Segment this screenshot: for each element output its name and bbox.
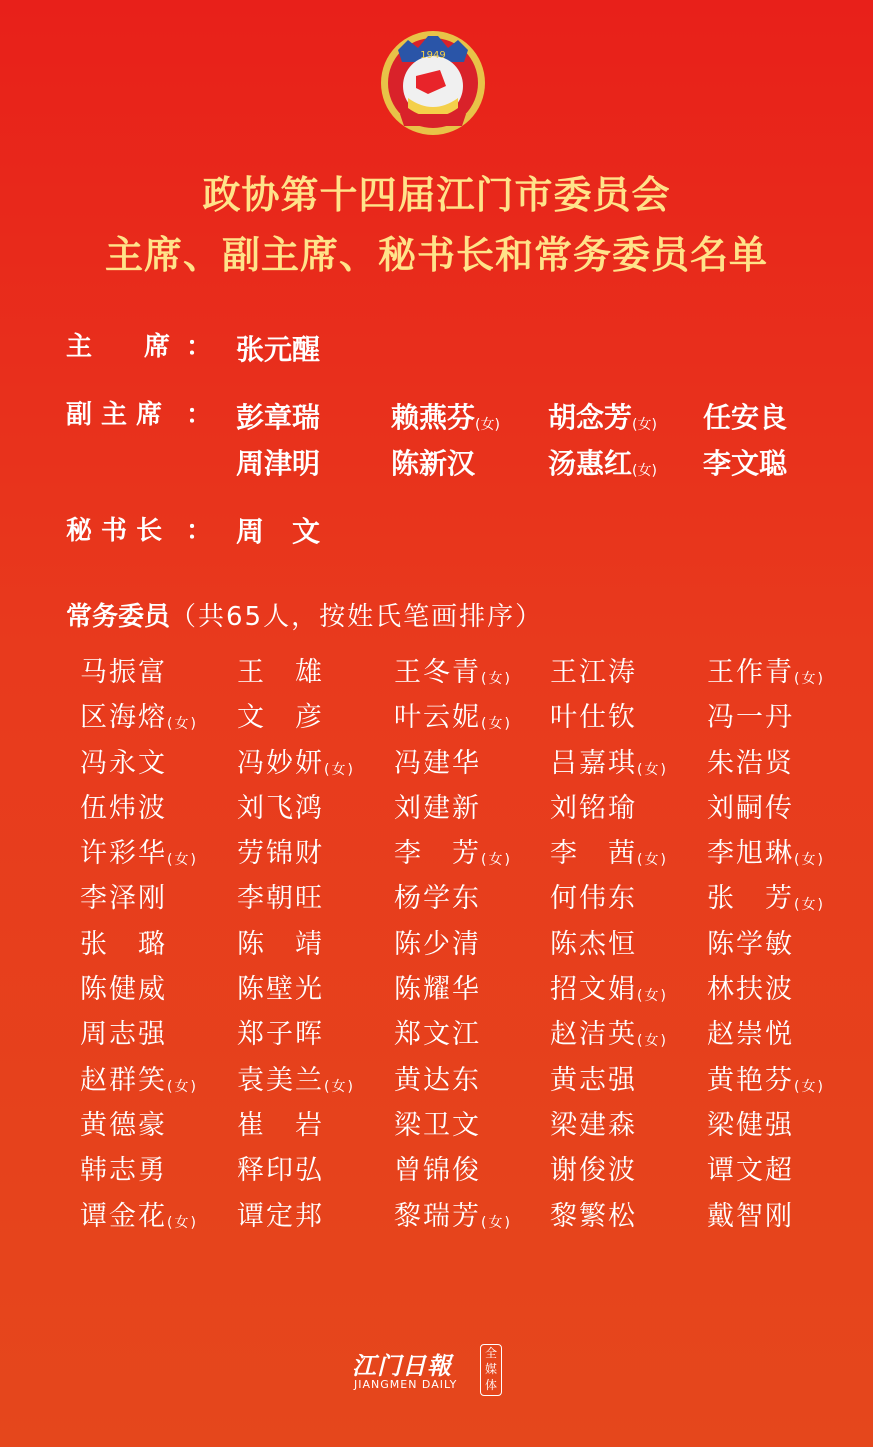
person-name [707, 922, 794, 961]
list-row [80, 786, 860, 831]
person-name-text: 郑子晖 [237, 1019, 324, 1051]
person-name-text: 冯一丹 [707, 702, 794, 734]
person-name-text: 招文娟 [550, 974, 637, 1006]
person-name-text: 郑文江 [394, 1019, 481, 1051]
female-mark: (女) [632, 417, 657, 433]
person-name-text: 黎瑞芳 [394, 1200, 481, 1232]
person-name-text: 赵群笑 [80, 1064, 167, 1096]
person-name-text: 崔 岩 [237, 1109, 324, 1141]
list-row [80, 967, 860, 1012]
person-name [394, 967, 481, 1006]
person-name-text: 黄德豪 [80, 1109, 167, 1141]
person-name-text: 马振富 [80, 657, 167, 688]
standing-committee-heading [66, 596, 543, 633]
cppcc-emblem-icon [378, 28, 488, 138]
person-name [707, 786, 794, 825]
person-name [703, 442, 787, 482]
person-name-text: 许彩华 [80, 838, 167, 870]
person-name-text: 周津明 [236, 447, 321, 480]
person-name-text: 李文聪 [703, 447, 788, 480]
footer-brand-en: JIANGMEN DAILY [354, 1378, 458, 1391]
female-mark: (女) [794, 671, 825, 687]
chairman-label: 主 席 [66, 332, 171, 362]
female-mark: (女) [632, 463, 657, 479]
person-name-text: 冯永文 [80, 747, 167, 779]
person-name [394, 741, 481, 780]
person-name-text: 陈耀华 [394, 974, 481, 1006]
person-name-text: 黄志强 [550, 1064, 637, 1096]
list-row [80, 741, 860, 786]
person-name-text: 陈杰恒 [550, 928, 637, 960]
person-name-text: 梁卫文 [394, 1109, 481, 1141]
female-mark: (女) [481, 716, 512, 733]
person-name [707, 967, 794, 1006]
person-name [394, 1012, 481, 1051]
person-name-text: 陈学敏 [707, 928, 794, 960]
person-name [394, 922, 481, 961]
person-name [707, 1058, 825, 1097]
person-name [237, 1012, 324, 1051]
female-mark: (女) [637, 852, 668, 869]
svg-text:1949: 1949 [420, 50, 446, 61]
person-name-text: 黄艳芬 [707, 1064, 794, 1096]
person-name [394, 1058, 481, 1097]
person-name [237, 967, 324, 1006]
person-name [237, 1103, 324, 1142]
list-row [80, 922, 860, 967]
person-name-text: 胡念芳 [548, 401, 633, 434]
person-name-text: 李泽刚 [80, 883, 167, 915]
person-name-text: 袁美兰 [237, 1064, 324, 1096]
female-mark: (女) [794, 852, 825, 869]
standing-committee-list [80, 650, 860, 1239]
person-name [550, 786, 637, 825]
person-name-text: 冯建华 [394, 747, 481, 779]
person-name [550, 650, 637, 689]
person-name [707, 695, 794, 734]
person-name [237, 922, 324, 961]
person-name [550, 876, 637, 915]
female-mark: (女) [167, 1214, 198, 1231]
footer-tag: 全媒体 [480, 1344, 502, 1396]
person-name [236, 442, 320, 482]
chairman-colon: ： [186, 332, 213, 362]
list-row [80, 1058, 860, 1103]
person-name-text: 黎繁松 [550, 1200, 637, 1232]
person-name-text: 谢俊波 [550, 1155, 637, 1187]
person-name-text: 叶云妮 [394, 702, 481, 734]
person-name-text: 陈壁光 [237, 974, 324, 1006]
person-name-text: 杨学东 [394, 883, 481, 915]
person-name [80, 922, 167, 961]
person-name-text: 黄达东 [394, 1064, 481, 1096]
person-name-text: 王作青 [707, 657, 794, 688]
person-name-text: 李旭琳 [707, 838, 794, 870]
person-name-text: 吕嘉琪 [550, 747, 637, 779]
person-name [80, 1103, 167, 1142]
person-name [237, 876, 324, 915]
female-mark: (女) [475, 417, 500, 433]
person-name-text: 赖燕芬 [391, 401, 476, 434]
person-name-text: 李 芳 [394, 838, 481, 870]
person-name-text: 朱浩贤 [707, 747, 794, 779]
person-name-text: 汤惠红 [548, 447, 633, 480]
person-name [548, 396, 657, 436]
female-mark: (女) [794, 897, 825, 914]
person-name [550, 741, 668, 780]
person-name [237, 831, 324, 870]
person-name-text: 林扶波 [707, 974, 794, 1006]
person-name-text: 彭章瑞 [236, 401, 321, 434]
female-mark: (女) [637, 761, 668, 778]
person-name-text: 王冬青 [394, 657, 481, 688]
person-name-text: 曾锦俊 [394, 1155, 481, 1187]
person-name [80, 876, 167, 915]
person-name-text: 赵崇悦 [707, 1019, 794, 1051]
person-name-text: 释印弘 [237, 1155, 324, 1187]
list-row [80, 831, 860, 876]
person-name [236, 396, 320, 436]
person-name-text: 陈健威 [80, 974, 167, 1006]
person-name [80, 1194, 198, 1233]
person-name [394, 786, 481, 825]
person-name-text: 刘嗣传 [707, 792, 794, 824]
secretary-name: 周 文 [236, 515, 321, 548]
female-mark: (女) [794, 1078, 825, 1095]
female-mark: (女) [481, 852, 512, 869]
person-name-text: 劳锦财 [237, 838, 324, 870]
vice-chairmen-colon: ： [186, 400, 213, 430]
person-name [237, 650, 324, 689]
person-name-text: 任安良 [703, 401, 788, 434]
chairman-name: 张元醒 [236, 333, 321, 366]
person-name [237, 695, 324, 734]
person-name [550, 1012, 668, 1051]
person-name [80, 1058, 198, 1097]
person-name [550, 922, 637, 961]
female-mark: (女) [167, 716, 198, 733]
person-name [80, 650, 167, 689]
person-name-text: 周志强 [80, 1019, 167, 1051]
page-title: 政协第十四届江门市委员会 [202, 172, 671, 217]
person-name [550, 1058, 637, 1097]
person-name [394, 1148, 481, 1187]
person-name [703, 396, 787, 436]
person-name [80, 831, 198, 870]
person-name-text: 张 芳 [707, 883, 794, 915]
person-name-text: 文 彦 [237, 702, 324, 734]
person-name [548, 442, 657, 482]
person-name [80, 967, 167, 1006]
vice-chairmen-label: 副 主 席 [66, 400, 163, 430]
person-name [550, 1148, 637, 1187]
list-row [80, 650, 860, 695]
female-mark: (女) [481, 671, 512, 687]
female-mark: (女) [481, 1214, 512, 1231]
person-name [550, 695, 637, 734]
person-name-text: 梁建森 [550, 1109, 637, 1141]
person-name-text: 刘建新 [394, 792, 481, 824]
standing-committee-subtitle: （共65人，按姓氏笔画排序） [170, 602, 544, 632]
person-name-text: 伍炜波 [80, 792, 167, 824]
person-name [80, 695, 198, 734]
list-row [80, 1012, 860, 1057]
jiangmen-daily-logo [338, 1344, 508, 1400]
person-name-text: 刘飞鸿 [237, 792, 324, 824]
person-name [707, 1148, 794, 1187]
person-name-text: 张 璐 [80, 928, 167, 960]
person-name-text: 戴智刚 [707, 1200, 794, 1232]
person-name [707, 1012, 794, 1051]
person-name [707, 876, 825, 915]
person-name-text: 区海熔 [80, 702, 167, 734]
person-name-text: 李朝旺 [237, 883, 324, 915]
person-name [80, 1148, 167, 1187]
person-name [237, 1194, 324, 1233]
person-name [394, 831, 512, 870]
list-row [80, 1194, 860, 1239]
person-name [550, 831, 668, 870]
female-mark: (女) [167, 852, 198, 869]
person-name-text: 梁健强 [707, 1109, 794, 1141]
person-name [391, 396, 500, 436]
person-name [394, 1103, 481, 1142]
person-name-text: 李 茜 [550, 838, 637, 870]
person-name-text: 陈少清 [394, 928, 481, 960]
female-mark: (女) [637, 988, 668, 1005]
person-name-text: 刘铭瑜 [550, 792, 637, 824]
footer-brand: 江门日報 [352, 1352, 452, 1380]
person-name-text: 何伟东 [550, 883, 637, 915]
female-mark: (女) [167, 1078, 198, 1095]
person-name [394, 650, 512, 689]
person-name-text: 谭定邦 [237, 1200, 324, 1232]
person-name-text: 韩志勇 [80, 1155, 167, 1187]
person-name [80, 1012, 167, 1051]
person-name [707, 741, 794, 780]
person-name-text: 王江涛 [550, 657, 637, 688]
person-name-text: 叶仕钦 [550, 702, 637, 734]
person-name-text: 王 雄 [237, 657, 324, 688]
person-name [237, 741, 355, 780]
person-name-text: 谭金花 [80, 1200, 167, 1232]
person-name-text: 陈新汉 [391, 447, 476, 480]
female-mark: (女) [324, 761, 355, 778]
person-name-text: 陈 靖 [237, 928, 324, 960]
person-name [394, 876, 481, 915]
person-name-text: 赵洁英 [550, 1019, 637, 1051]
person-name-text: 谭文超 [707, 1155, 794, 1187]
person-name [391, 442, 475, 482]
page-subtitle: 主席、副主席、秘书长和常务委员名单 [104, 232, 768, 277]
person-name [80, 741, 167, 780]
secretary-colon: ： [186, 516, 213, 546]
person-name [237, 786, 324, 825]
person-name [394, 1194, 512, 1233]
list-row [80, 695, 860, 740]
secretary-label: 秘 书 长 [66, 516, 163, 546]
person-name [707, 650, 825, 689]
female-mark: (女) [637, 1033, 668, 1050]
person-name [80, 786, 167, 825]
list-row [80, 1103, 860, 1148]
person-name [394, 695, 512, 734]
person-name [550, 967, 668, 1006]
person-name [237, 1148, 324, 1187]
female-mark: (女) [324, 1078, 355, 1095]
list-row [80, 876, 860, 921]
person-name [707, 1194, 794, 1233]
person-name [237, 1058, 355, 1097]
person-name [550, 1194, 637, 1233]
person-name [707, 831, 825, 870]
person-name-text: 冯妙妍 [237, 747, 324, 779]
standing-committee-title: 常务委员 [66, 602, 171, 632]
person-name [550, 1103, 637, 1142]
list-row [80, 1148, 860, 1193]
person-name [707, 1103, 794, 1142]
